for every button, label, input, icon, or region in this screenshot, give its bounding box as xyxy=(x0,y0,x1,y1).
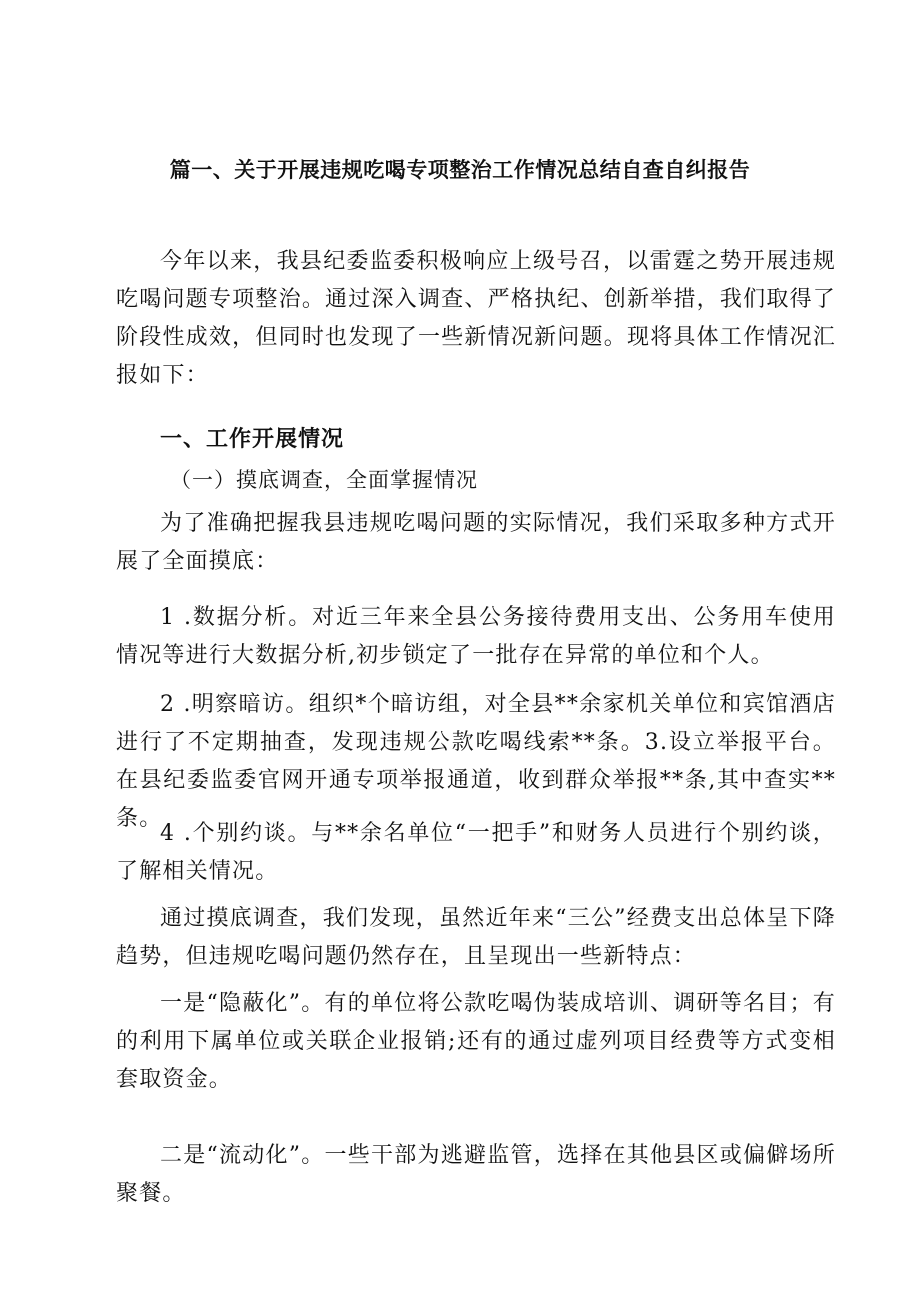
section-heading-work-progress: 一、工作开展情况 xyxy=(160,427,345,452)
findings-paragraph: 通过摸底调查，我们发现，虽然近年来“三公”经费支出总体呈下降趋势，但违规吃喝问题仍然存在，且呈现出一些新特点： xyxy=(116,906,836,969)
intro-paragraph: 今年以来，我县纪委监委积极响应上级号召，以雷霆之势开展违规吃喝问题专项整治。通过深入调查、严格执纪、创新举措，我们取得了阶段性成效，但同时也发现了一些新情况新问题。现将具体工作情况汇报如下： xyxy=(116,249,836,388)
list-item-unannounced-visits: 2 .明察暗访。组织*个暗访组，对全县**余家机关单位和宾馆酒店进行了不定期抽查，发现违规公款吃喝线索**条。3.设立举报平台。在县纪委监委官网开通专项举报通道，收到群众举报**条,其中查实**条。 xyxy=(116,692,836,831)
subsection-heading-survey: （一）摸底调查，全面掌握情况 xyxy=(170,468,478,492)
finding-point-mobility: 二是“流动化”。一些干部为逃避监管，选择在其他县区或偏僻场所聚餐。 xyxy=(116,1143,836,1206)
document-title: 篇一、关于开展违规吃喝专项整治工作情况总结自查自纠报告 xyxy=(169,158,751,182)
list-item-individual-talks: 4 .个别约谈。与**余名单位“一把手”和财务人员进行个别约谈，了解相关情况。 xyxy=(116,821,836,884)
survey-intro-paragraph: 为了准确把握我县违规吃喝问题的实际情况，我们采取多种方式开展了全面摸底： xyxy=(116,511,836,574)
list-item-data-analysis: 1 .数据分析。对近三年来全县公务接待费用支出、公务用车使用情况等进行大数据分析,初步锁定了一批存在异常的单位和个人。 xyxy=(116,605,836,668)
finding-point-concealment: 一是“隐蔽化”。有的单位将公款吃喝伪装成培训、调研等名目；有的利用下属单位或关联企业报销;还有的通过虚列项目经费等方式变相套取资金。 xyxy=(116,991,836,1092)
